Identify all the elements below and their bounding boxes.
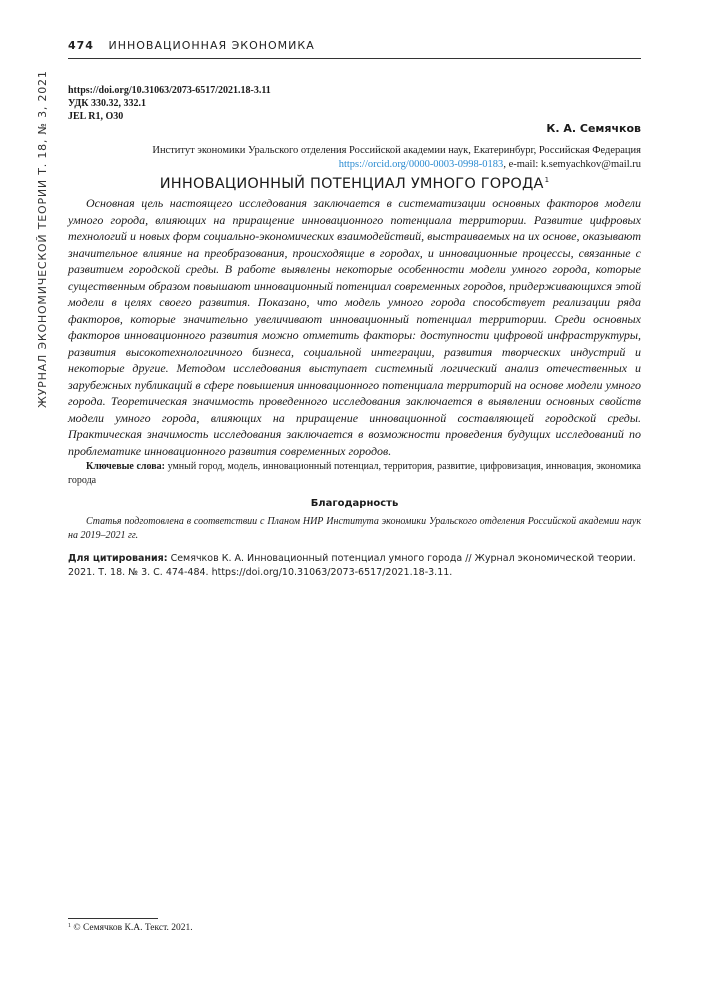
article-meta bbox=[68, 84, 271, 123]
journal-section: ИННОВАЦИОННАЯ ЭКОНОМИКА bbox=[108, 39, 315, 52]
doi-link[interactable]: https://doi.org/10.31063/2073-6517/2021.18-3.11 bbox=[68, 85, 271, 96]
title-footnote-mark[interactable]: 1 bbox=[544, 176, 550, 184]
keywords-label: Ключевые слова: bbox=[86, 461, 165, 472]
author-contacts bbox=[81, 158, 641, 172]
author-affiliation bbox=[81, 144, 641, 172]
affiliation-text: Институт экономики Уральского отделения Российской академии наук, Екатеринбург, Российская Федерация bbox=[152, 145, 641, 156]
udk-code: УДК 330.32, 332.1 bbox=[68, 98, 146, 109]
side-journal-text: ЖУРНАЛ ЭКОНОМИЧЕСКОЙ ТЕОРИИ Т. 18, № 3, 2021 bbox=[36, 70, 49, 408]
title-text: ИННОВАЦИОННЫЙ ПОТЕНЦИАЛ УМНОГО ГОРОДА bbox=[159, 176, 544, 192]
orcid-link[interactable]: https://orcid.org/0000-0003-0998-0183 bbox=[338, 159, 504, 170]
citation bbox=[68, 552, 641, 580]
jel-code: JEL R1, O30 bbox=[68, 111, 124, 122]
running-header bbox=[68, 39, 641, 55]
abstract: Основная цель настоящего исследования заключается в систематизации основных факторов модели умного города, влияющих на приращение инновационного потенциала территории. Развитие цифровых технологий и новых форм социально-экономических взаимодействий, выстраиваемых на их основе, оказывают значительное влияние на преобразования, происходящие в городах, и инновационные процессы, связанные с развитием городской среды. В работе выявлены некоторые особенности модели умного города, которые существенным образом повышают инновационный потенциал современных городов, придерживающихся этой модели в целях своего развития. Показано, что модель умного города способствует реализации ряда факторов, которые значительно увеличивают инновационный потенциал территории. Среди основных факторов инновационного развития можно отметить факторы: доступности цифровой инфраструктуры, развития высокотехнологичного бизнеса, социальной интеграции, развития творческих индустрий и некоторые другие. Методом исследования выступает системный логический анализ отечественных и зарубежных публикаций в сфере повышения инновационного потенциала территорий на основе модели умного города. Теоретическая значимость проведенного исследования заключается в выявлении основных свойств модели умного города, влияющих на приращение инновационной составляющей городской среды. Практическая значимость исследования заключается в возможности проведения будущих исследований по проблематике инновационного развития современных городов. bbox=[68, 196, 641, 458]
footnote-mark: 1 bbox=[68, 923, 71, 929]
side-journal-title bbox=[36, 70, 50, 408]
header-rule bbox=[68, 58, 641, 59]
article-title bbox=[68, 176, 641, 192]
acknowledgment-text: Статья подготовлена в соответствии с Планом НИР Института экономики Уральского отделения Российской академии наук на 2019–2021 гг. bbox=[68, 516, 641, 541]
citation-text: Семячков К. А. Инновационный потенциал умного города // Журнал экономической теории. 2021. Т. 18. № 3. С. 474-484. https://doi.org/10.31063/2073-6517/2021.18-3.11. bbox=[68, 553, 636, 578]
author-name: К. А. Семячков bbox=[546, 122, 641, 135]
footnote-text: © Семячков К.А. Текст. 2021. bbox=[71, 923, 193, 933]
author-email: , e-mail: k.semyachkov@mail.ru bbox=[503, 159, 641, 170]
keywords bbox=[68, 460, 641, 487]
page-number: 474 bbox=[68, 39, 94, 52]
footnote bbox=[68, 923, 193, 933]
keywords-text: умный город, модель, инновационный потенциал, территория, развитие, цифровизация, инновация, экономика города bbox=[68, 461, 641, 486]
acknowledgment-heading: Благодарность bbox=[310, 498, 399, 509]
citation-label: Для цитирования: bbox=[68, 553, 168, 564]
footnote-rule bbox=[68, 918, 158, 919]
